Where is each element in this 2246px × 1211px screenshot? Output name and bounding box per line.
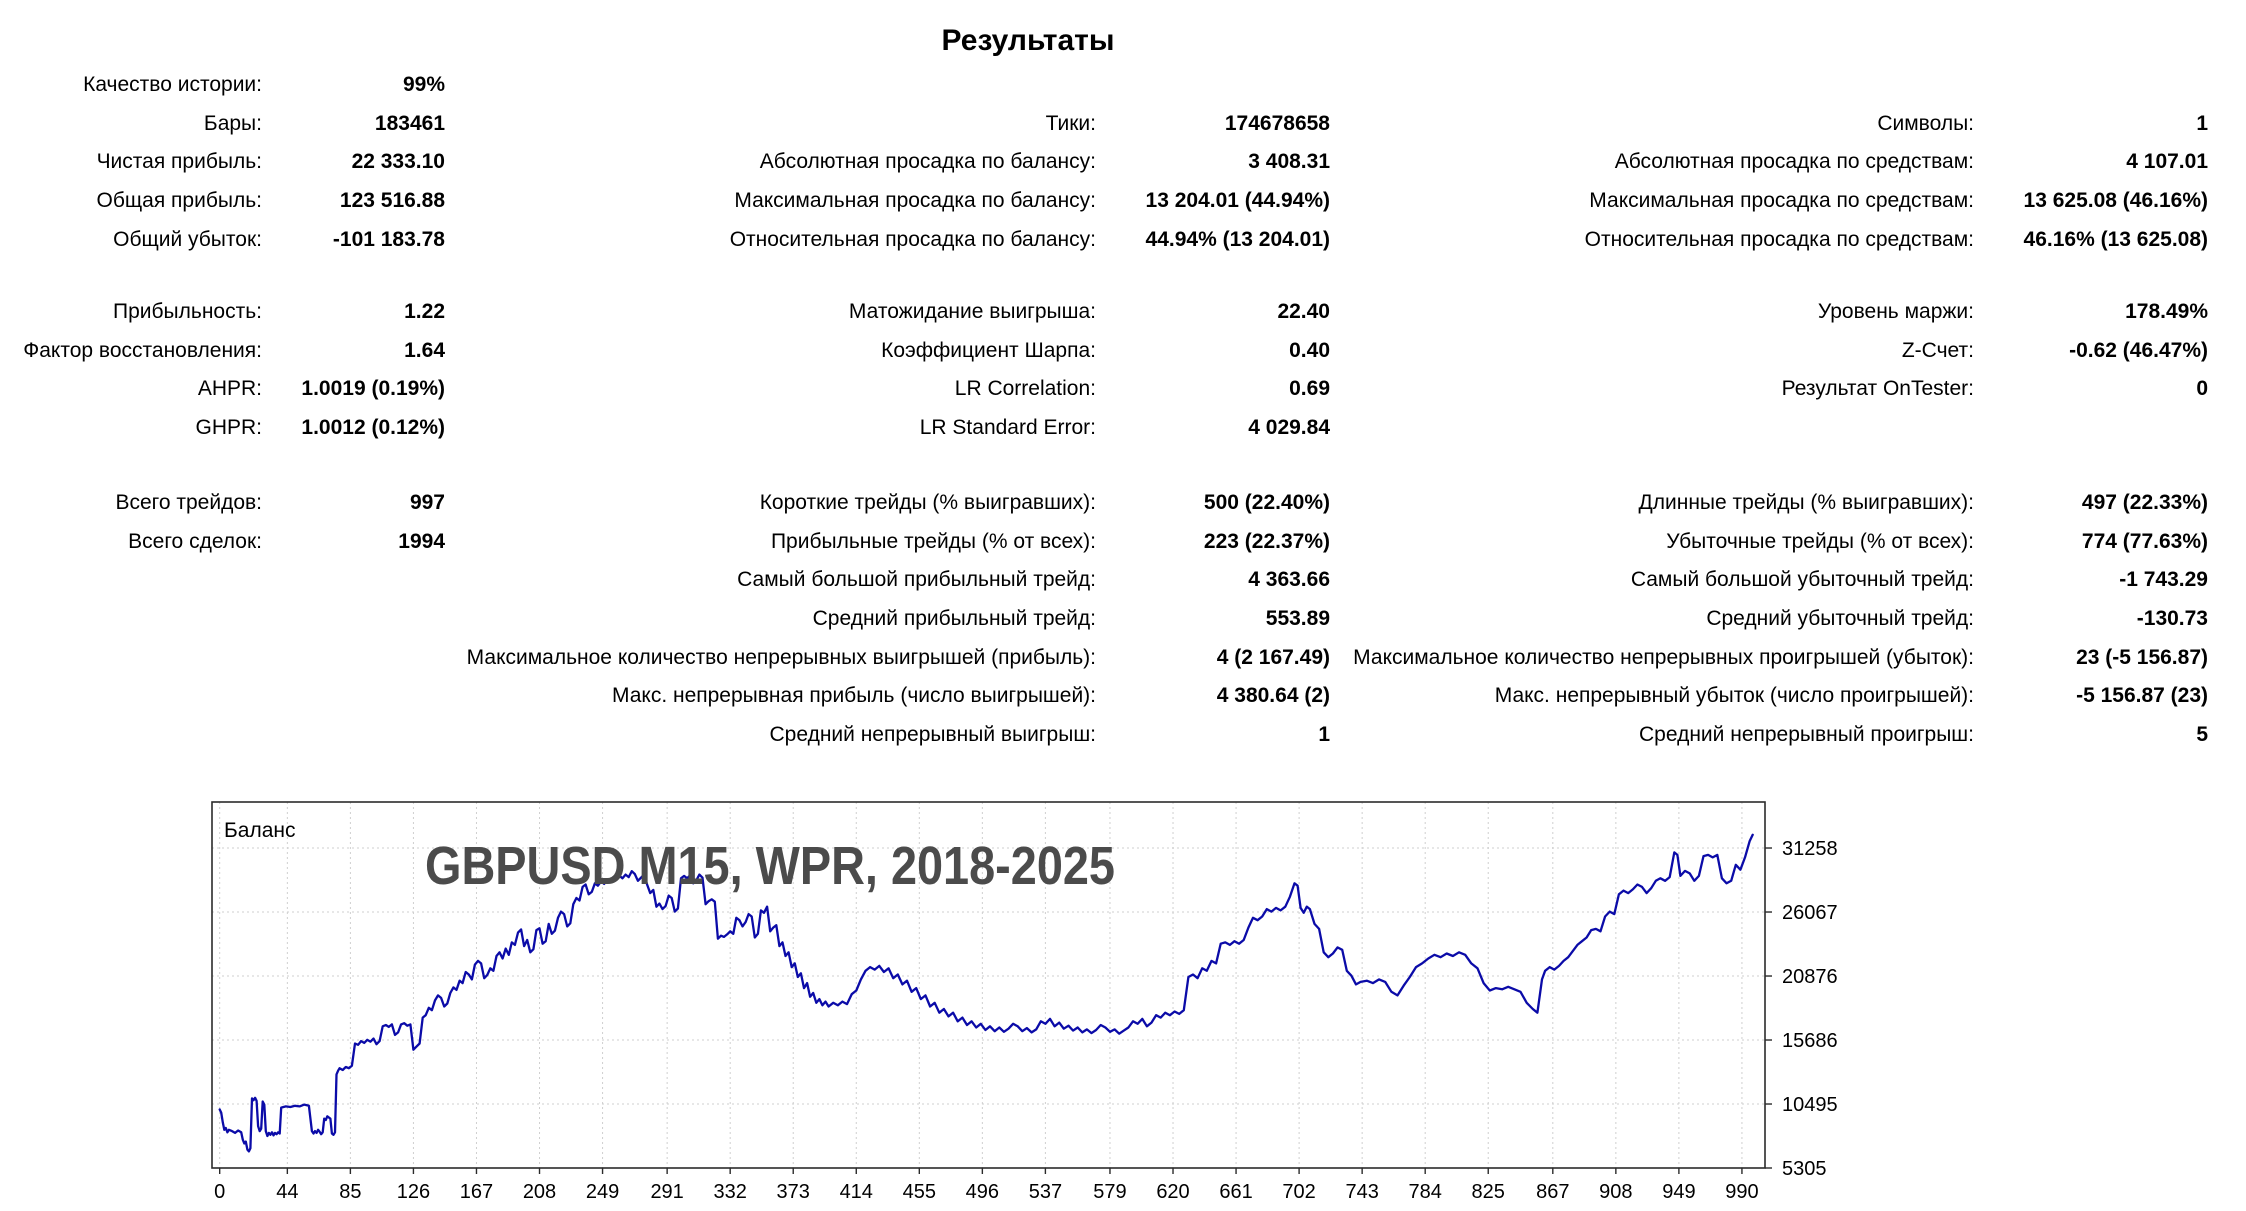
x-axis-tick-label: 291 <box>650 1181 684 1203</box>
stat-value: 553.89 <box>1265 607 1330 631</box>
stat-label: Коэффициент Шарпа: <box>881 338 1096 362</box>
stat-value: 774 (77.63%) <box>2081 529 2208 553</box>
x-axis-tick-label: 0 <box>214 1181 226 1203</box>
stat-value: 1.0019 (0.19%) <box>301 377 445 401</box>
stat-label: LR Correlation: <box>954 377 1096 401</box>
stat-value: 4 (2 167.49) <box>1216 645 1330 669</box>
y-axis-tick-label: 31258 <box>1782 838 1838 861</box>
x-axis-tick-label: 949 <box>1662 1181 1696 1203</box>
stat-value: 44.94% (13 204.01) <box>1145 227 1330 251</box>
x-axis-tick-label: 167 <box>459 1181 494 1203</box>
stat-label: Максимальная просадка по средствам: <box>1589 189 1974 213</box>
stat-label: Относительная просадка по балансу: <box>729 227 1096 251</box>
stat-label: Прибыльность: <box>113 300 262 323</box>
stat-value: -1 743.29 <box>2119 568 2208 592</box>
stat-label: LR Standard Error: <box>919 416 1096 440</box>
x-axis-tick-label: 784 <box>1408 1181 1442 1203</box>
stat-value: 123 516.88 <box>339 189 445 213</box>
stat-value: 997 <box>409 491 445 514</box>
stats-block-ratios <box>0 293 2208 448</box>
stat-label: Макс. непрерывный убыток (число проигрышей): <box>1494 684 1974 708</box>
stat-value: 13 625.08 (46.16%) <box>2023 189 2208 213</box>
stat-value: 4 363.66 <box>1248 568 1330 592</box>
x-axis-tick-label: 208 <box>522 1181 557 1203</box>
x-axis-tick-label: 990 <box>1725 1181 1759 1203</box>
stat-label: Общая прибыль: <box>96 189 262 213</box>
balance-chart <box>0 780 2246 1211</box>
stat-value: -130.73 <box>2136 607 2208 631</box>
page-title: Результаты <box>941 24 1115 57</box>
stat-value: 497 (22.33%) <box>2081 491 2208 514</box>
x-axis-tick-label: 414 <box>839 1181 873 1203</box>
stat-label: Всего сделок: <box>128 529 262 553</box>
x-axis-tick-label: 825 <box>1471 1181 1505 1203</box>
y-axis-tick-label: 20876 <box>1782 966 1838 989</box>
stats-block-summary <box>0 66 2208 259</box>
stat-value: 178.49% <box>2125 300 2208 323</box>
stat-label: Результат OnTester: <box>1781 377 1974 401</box>
stat-label: Абсолютная просадка по балансу: <box>759 150 1096 174</box>
stat-value: 4 029.84 <box>1248 416 1330 440</box>
stat-value: 1.64 <box>404 338 445 362</box>
stat-value: 46.16% (13 625.08) <box>2023 227 2208 251</box>
x-axis-tick-label: 455 <box>902 1181 936 1203</box>
stat-label: Максимальное количество непрерывных выигрышей (прибыль): <box>466 645 1096 669</box>
stat-value: 1994 <box>398 529 445 553</box>
stat-label: GHPR: <box>195 416 262 440</box>
stat-label: Абсолютная просадка по средствам: <box>1614 150 1974 174</box>
stat-value: 174678658 <box>1224 111 1330 135</box>
stat-label: Матожидание выигрыша: <box>848 300 1096 323</box>
stat-value: 4 107.01 <box>2126 150 2208 174</box>
x-axis-tick-label: 620 <box>1156 1181 1190 1203</box>
y-axis-tick-label: 5305 <box>1782 1158 1827 1180</box>
stat-label: Короткие трейды (% выигравших): <box>759 491 1096 514</box>
stat-label: Максимальная просадка по балансу: <box>734 189 1096 213</box>
stat-value: 1 <box>2196 111 2208 135</box>
x-axis-tick-label: 702 <box>1282 1181 1316 1203</box>
stat-value: 99% <box>402 73 445 96</box>
x-axis-tick-label: 661 <box>1219 1181 1253 1203</box>
stat-label: Макс. непрерывная прибыль (число выигрышей): <box>611 684 1096 708</box>
stat-value: 500 (22.40%) <box>1203 491 1330 514</box>
stat-label: Качество истории: <box>83 73 262 96</box>
stat-label: Бары: <box>203 111 262 135</box>
stat-value: 4 380.64 (2) <box>1216 684 1330 708</box>
x-axis-tick-label: 743 <box>1345 1181 1379 1203</box>
stat-value: -101 183.78 <box>332 227 445 251</box>
stat-label: Относительная просадка по средствам: <box>1584 227 1974 251</box>
stat-label: Символы: <box>1877 111 1974 135</box>
stat-label: Средний убыточный трейд: <box>1706 607 1974 631</box>
y-axis-tick-label: 15686 <box>1782 1030 1838 1053</box>
chart-series-label: Баланс <box>224 819 296 842</box>
x-axis-tick-label: 908 <box>1599 1181 1633 1203</box>
stat-value: 5 <box>2196 723 2208 747</box>
stat-label: Убыточные трейды (% от всех): <box>1666 529 1974 553</box>
y-axis-tick-label: 26067 <box>1782 902 1838 925</box>
x-axis-tick-label: 579 <box>1093 1181 1127 1203</box>
stat-label: Тики: <box>1045 111 1096 135</box>
stat-label: Самый большой прибыльный трейд: <box>737 568 1096 592</box>
stat-value: 0 <box>2196 377 2208 401</box>
x-axis-tick-label: 44 <box>276 1181 299 1203</box>
stat-label: Максимальное количество непрерывных проигрышей (убыток): <box>1353 645 1974 669</box>
stat-value: 1.22 <box>404 300 445 323</box>
stat-label: Длинные трейды (% выигравших): <box>1638 491 1974 514</box>
x-axis-tick-label: 496 <box>965 1181 1000 1203</box>
stat-label: AHPR: <box>197 377 262 401</box>
stat-value: -0.62 (46.47%) <box>2069 338 2208 362</box>
stat-value: 13 204.01 (44.94%) <box>1145 189 1330 213</box>
stat-value: 223 (22.37%) <box>1203 529 1330 553</box>
stat-label: Z-Счет: <box>1901 338 1974 362</box>
x-axis-tick-label: 373 <box>776 1181 810 1203</box>
chart-watermark: GBPUSD M15, WPR, 2018-2025 <box>425 836 1115 896</box>
y-axis-tick-label: 10495 <box>1782 1094 1838 1117</box>
stat-label: Средний прибыльный трейд: <box>812 607 1096 631</box>
x-axis-tick-label: 867 <box>1536 1181 1570 1203</box>
stat-value: 22.40 <box>1277 300 1330 323</box>
stat-value: 1 <box>1318 723 1330 747</box>
stat-label: Фактор восстановления: <box>23 338 262 362</box>
x-axis-tick-label: 126 <box>396 1181 431 1203</box>
x-axis-tick-label: 332 <box>713 1181 747 1203</box>
stat-value: 22 333.10 <box>351 150 445 174</box>
stats-block-trades <box>0 484 2208 755</box>
stat-label: Общий убыток: <box>113 227 262 251</box>
stat-label: Чистая прибыль: <box>96 150 262 174</box>
stat-value: 183461 <box>374 111 445 135</box>
stat-label: Самый большой убыточный трейд: <box>1630 568 1974 592</box>
stat-value: 23 (-5 156.87) <box>2076 645 2208 669</box>
stat-value: -5 156.87 (23) <box>2076 684 2208 708</box>
x-axis-tick-label: 85 <box>339 1181 362 1203</box>
stat-label: Средний непрерывный выигрыш: <box>769 723 1096 747</box>
stat-value: 0.40 <box>1289 338 1330 362</box>
stat-value: 0.69 <box>1289 377 1330 401</box>
stat-label: Прибыльные трейды (% от всех): <box>770 529 1096 553</box>
x-axis-tick-label: 249 <box>585 1181 620 1203</box>
stat-label: Средний непрерывный проигрыш: <box>1639 723 1974 747</box>
x-axis-tick-label: 537 <box>1028 1181 1063 1203</box>
stat-label: Уровень маржи: <box>1817 300 1974 323</box>
stat-value: 1.0012 (0.12%) <box>301 416 445 440</box>
stat-label: Всего трейдов: <box>115 491 262 514</box>
stat-value: 3 408.31 <box>1248 150 1330 174</box>
